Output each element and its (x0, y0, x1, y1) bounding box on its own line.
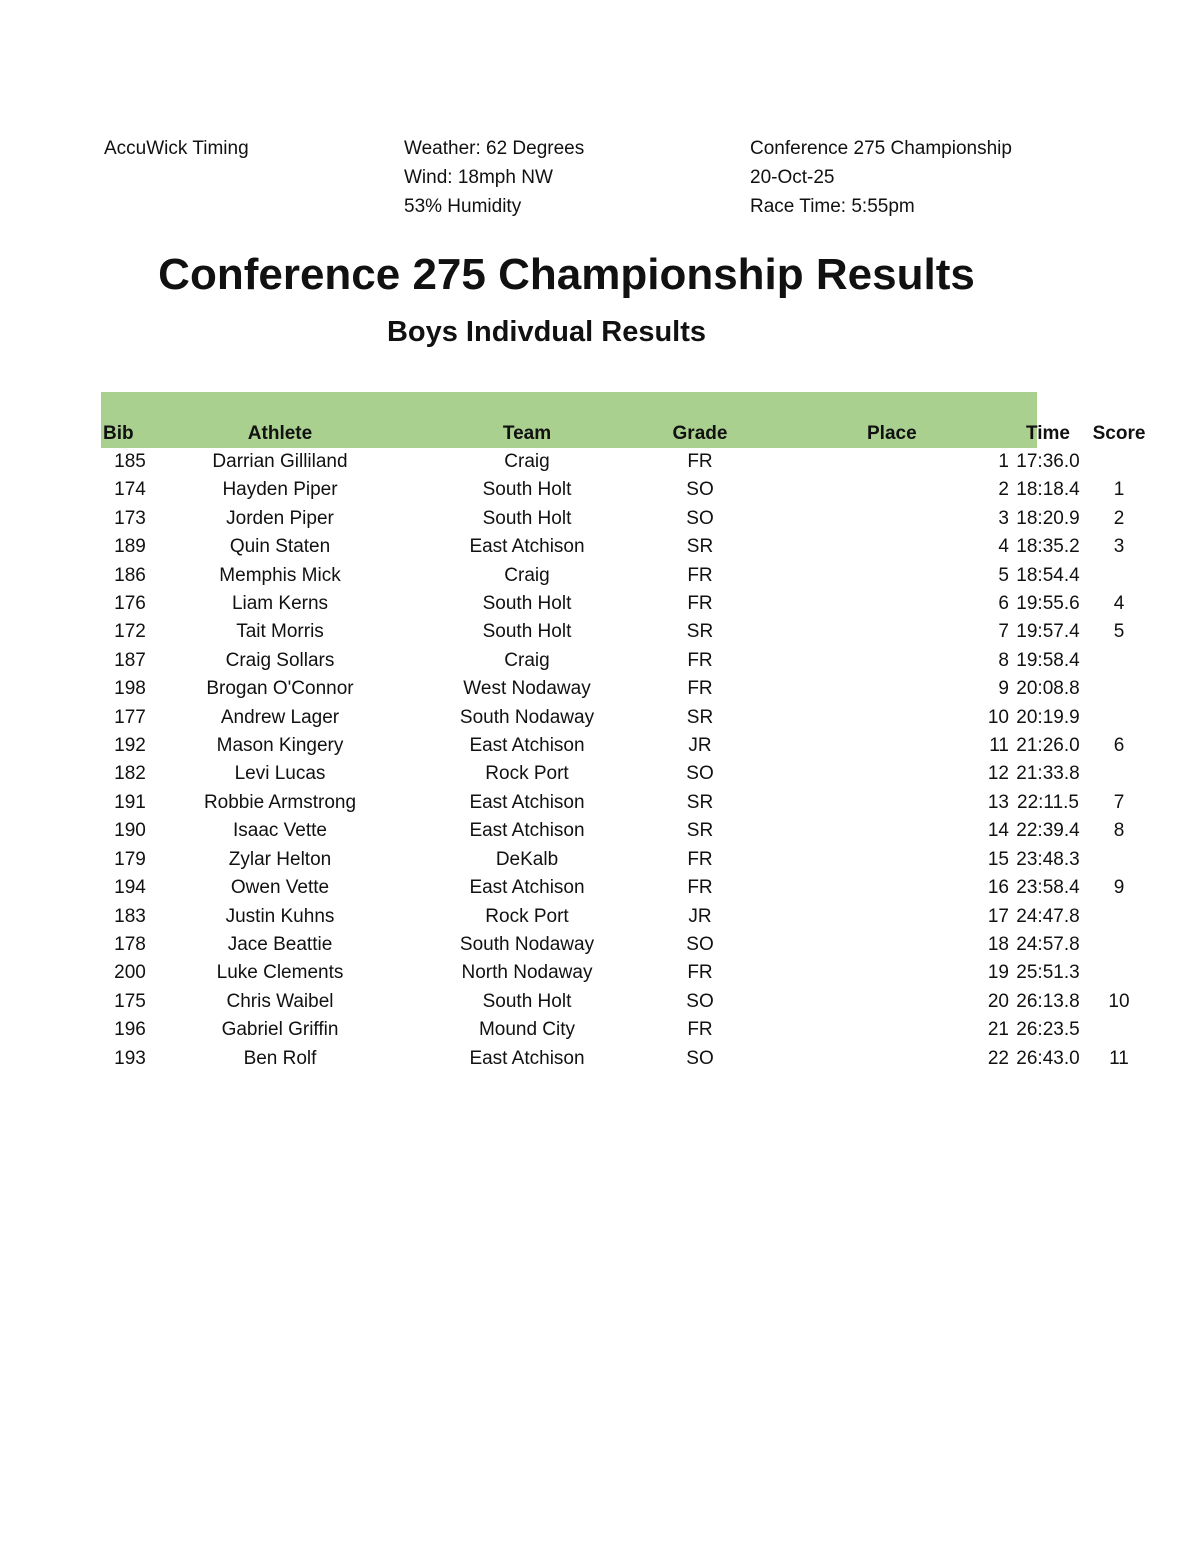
bib-cell: 196 (114, 1019, 146, 1041)
team-cell: South Holt (482, 990, 572, 1012)
place-cell: 2 (998, 479, 1009, 501)
place-cell: 3 (998, 507, 1009, 529)
time-cell: 24:57.8 (1016, 933, 1080, 955)
grade-cell: SO (686, 763, 714, 785)
place-cell: 1 (998, 451, 1009, 472)
grade-cell: FR (687, 1019, 713, 1041)
athlete-cell: Memphis Mick (219, 564, 341, 586)
athlete-cell: Tait Morris (236, 621, 324, 643)
table-row (101, 988, 1155, 1016)
column-header-score: Score (1092, 423, 1146, 444)
team-cell: East Atchison (469, 791, 585, 813)
score-cell: 10 (1108, 990, 1130, 1012)
time-cell: 18:20.9 (1016, 507, 1080, 529)
score-cell (1083, 647, 1155, 675)
grade-cell: FR (687, 962, 713, 984)
score-cell (1083, 846, 1155, 874)
event-date: 20-Oct-25 (750, 167, 835, 188)
place-cell: 15 (987, 848, 1009, 870)
team-cell: DeKalb (495, 848, 559, 870)
time-cell: 18:35.2 (1016, 536, 1080, 558)
table-row (101, 760, 1155, 788)
athlete-cell: Justin Kuhns (225, 905, 335, 927)
team-cell: Mound City (478, 1019, 576, 1041)
athlete-cell: Owen Vette (230, 877, 330, 899)
time-cell: 24:47.8 (1016, 905, 1080, 927)
time-cell: 17:36.0 (1016, 451, 1080, 472)
team-cell: North Nodaway (461, 962, 593, 984)
score-cell: 9 (1113, 877, 1125, 899)
column-header-bib: Bib (103, 423, 134, 444)
bib-cell: 192 (114, 735, 146, 757)
bib-cell: 190 (114, 820, 146, 842)
weather-temperature: Weather: 62 Degrees (404, 138, 585, 159)
table-header-row (101, 420, 1155, 448)
athlete-cell: Luke Clements (216, 962, 344, 984)
table-row (101, 931, 1155, 959)
grade-cell: SO (686, 933, 714, 955)
grade-cell: SR (686, 791, 714, 813)
team-cell: South Holt (482, 507, 572, 529)
grade-cell: SR (686, 621, 714, 643)
weather-humidity: 53% Humidity (404, 196, 522, 217)
grade-cell: SO (686, 507, 714, 529)
score-cell: 7 (1113, 791, 1125, 813)
score-cell (1083, 448, 1155, 476)
time-cell: 26:13.8 (1016, 990, 1080, 1012)
athlete-cell: Zylar Helton (228, 848, 332, 870)
grade-cell: FR (687, 877, 713, 899)
place-cell: 11 (989, 735, 1009, 757)
team-cell: South Nodaway (459, 933, 595, 955)
place-cell: 19 (987, 962, 1009, 984)
time-cell: 26:23.5 (1016, 1019, 1080, 1041)
grade-cell: SO (686, 990, 714, 1012)
table-row (101, 732, 1155, 760)
athlete-cell: Chris Waibel (226, 990, 334, 1012)
team-cell: Craig (504, 564, 550, 586)
score-cell: 1 (1113, 479, 1125, 501)
grade-cell: SO (686, 479, 714, 501)
time-cell: 20:08.8 (1016, 678, 1080, 700)
race-time: Race Time: 5:55pm (750, 196, 915, 217)
table-row (101, 1045, 1155, 1073)
event-name: Conference 275 Championship (750, 138, 1012, 159)
place-cell: 4 (998, 536, 1009, 558)
place-cell: 9 (998, 678, 1009, 700)
timing-company: AccuWick Timing (104, 138, 249, 159)
page-title: Conference 275 Championship Results (158, 250, 975, 299)
place-cell: 18 (987, 933, 1009, 955)
score-cell (1083, 760, 1155, 788)
table-row (101, 505, 1155, 533)
time-cell: 26:43.0 (1016, 1047, 1080, 1069)
score-cell (1083, 931, 1155, 959)
bib-cell: 200 (114, 962, 146, 984)
score-cell: 4 (1113, 593, 1125, 615)
team-cell: West Nodaway (463, 678, 591, 700)
grade-cell: FR (687, 593, 713, 615)
athlete-cell: Brogan O'Connor (206, 678, 354, 700)
time-cell: 19:58.4 (1016, 649, 1080, 671)
grade-cell: FR (687, 649, 713, 671)
column-header-place: Place (867, 423, 917, 444)
table-row (101, 476, 1155, 504)
athlete-cell: Jace Beattie (227, 933, 333, 955)
bib-cell: 189 (114, 536, 146, 558)
grade-cell: JR (688, 735, 712, 757)
score-cell (1083, 704, 1155, 732)
team-cell: Rock Port (485, 905, 569, 927)
place-cell: 5 (998, 564, 1009, 586)
time-cell: 25:51.3 (1016, 962, 1080, 984)
time-cell: 18:18.4 (1016, 479, 1080, 501)
table-row (101, 448, 1155, 476)
column-header-grade: Grade (672, 423, 728, 444)
score-cell (1083, 562, 1155, 590)
place-cell: 14 (987, 820, 1009, 842)
team-cell: South Holt (482, 621, 572, 643)
table-row (101, 1016, 1155, 1044)
score-cell: 3 (1113, 536, 1125, 558)
team-cell: South Nodaway (459, 706, 595, 728)
athlete-cell: Hayden Piper (222, 479, 338, 501)
grade-cell: FR (687, 564, 713, 586)
score-cell: 11 (1109, 1047, 1129, 1069)
place-cell: 6 (998, 593, 1009, 615)
grade-cell: FR (687, 848, 713, 870)
athlete-cell: Mason Kingery (216, 735, 344, 757)
bib-cell: 174 (114, 479, 146, 501)
athlete-cell: Liam Kerns (231, 593, 329, 615)
page-subtitle: Boys Indivdual Results (386, 316, 707, 348)
team-cell: Rock Port (485, 763, 569, 785)
bib-cell: 186 (114, 564, 146, 586)
header-left-block (104, 134, 249, 163)
table-row (101, 590, 1155, 618)
bib-cell: 182 (114, 763, 146, 785)
time-cell: 23:58.4 (1016, 877, 1080, 899)
place-cell: 7 (998, 621, 1009, 643)
team-cell: South Holt (482, 479, 572, 501)
grade-cell: FR (687, 678, 713, 700)
time-cell: 19:55.6 (1016, 593, 1080, 615)
table-row (101, 704, 1155, 732)
bib-cell: 172 (114, 621, 146, 643)
time-cell: 22:39.4 (1016, 820, 1080, 842)
column-header-athlete: Athlete (247, 423, 313, 444)
athlete-cell: Isaac Vette (232, 820, 327, 842)
team-cell: Craig (504, 649, 550, 671)
place-cell: 13 (987, 791, 1009, 813)
team-cell: East Atchison (469, 735, 585, 757)
column-header-time: Time (1025, 423, 1070, 444)
bib-cell: 193 (114, 1047, 146, 1069)
bib-cell: 179 (114, 848, 146, 870)
weather-wind: Wind: 18mph NW (404, 167, 553, 188)
time-cell: 20:19.9 (1016, 706, 1080, 728)
score-cell: 2 (1113, 507, 1125, 529)
bib-cell: 198 (114, 678, 146, 700)
table-row (101, 618, 1155, 646)
table-row (101, 647, 1155, 675)
athlete-cell: Craig Sollars (225, 649, 335, 671)
bib-cell: 194 (114, 877, 146, 899)
table-row (101, 846, 1155, 874)
time-cell: 19:57.4 (1016, 621, 1080, 643)
results-table (101, 420, 1155, 1073)
table-row (101, 562, 1155, 590)
grade-cell: SR (686, 706, 714, 728)
place-cell: 10 (987, 706, 1009, 728)
header-weather-block (404, 134, 584, 221)
score-cell: 8 (1113, 820, 1125, 842)
grade-cell: SR (686, 820, 714, 842)
score-cell (1083, 675, 1155, 703)
place-cell: 16 (987, 877, 1009, 899)
bib-cell: 178 (114, 933, 146, 955)
time-cell: 22:11.5 (1017, 791, 1079, 813)
bib-cell: 176 (114, 593, 146, 615)
place-cell: 8 (998, 649, 1009, 671)
bib-cell: 175 (114, 990, 146, 1012)
grade-cell: JR (688, 905, 712, 927)
athlete-cell: Jorden Piper (226, 507, 334, 529)
table-row (101, 903, 1155, 931)
team-cell: East Atchison (469, 1047, 585, 1069)
grade-cell: FR (687, 451, 713, 472)
bib-cell: 183 (114, 905, 146, 927)
bib-cell: 187 (114, 649, 146, 671)
team-cell: South Holt (482, 593, 572, 615)
score-cell (1083, 903, 1155, 931)
place-cell: 21 (987, 1019, 1009, 1041)
score-cell (1083, 1016, 1155, 1044)
place-cell: 12 (987, 763, 1009, 785)
team-cell: East Atchison (469, 820, 585, 842)
place-cell: 17 (987, 905, 1009, 927)
team-cell: Craig (504, 451, 550, 472)
time-cell: 21:33.8 (1016, 763, 1080, 785)
column-header-team: Team (502, 423, 552, 444)
table-row (101, 874, 1155, 902)
table-row (101, 533, 1155, 561)
score-cell: 5 (1113, 621, 1125, 643)
header-event-block (750, 134, 1012, 221)
grade-cell: SO (686, 1047, 714, 1069)
bib-cell: 177 (114, 706, 146, 728)
team-cell: East Atchison (469, 536, 585, 558)
score-cell: 6 (1113, 735, 1125, 757)
athlete-cell: Gabriel Griffin (221, 1019, 339, 1041)
bib-cell: 191 (114, 791, 146, 813)
team-cell: East Atchison (469, 877, 585, 899)
athlete-cell: Quin Staten (229, 536, 331, 558)
time-cell: 23:48.3 (1016, 848, 1080, 870)
grade-cell: SR (686, 536, 714, 558)
time-cell: 18:54.4 (1016, 564, 1080, 586)
table-row (101, 675, 1155, 703)
athlete-cell: Levi Lucas (234, 763, 326, 785)
place-cell: 22 (987, 1047, 1009, 1069)
athlete-cell: Darrian Gilliland (212, 451, 348, 472)
bib-cell: 173 (114, 507, 146, 529)
table-row (101, 789, 1155, 817)
score-cell (1083, 959, 1155, 987)
table-row (101, 817, 1155, 845)
athlete-cell: Robbie Armstrong (203, 791, 357, 813)
athlete-cell: Andrew Lager (220, 706, 340, 728)
bib-cell: 185 (114, 451, 146, 472)
place-cell: 20 (987, 990, 1009, 1012)
athlete-cell: Ben Rolf (243, 1047, 317, 1069)
results-table-body (101, 448, 1155, 1073)
time-cell: 21:26.0 (1016, 735, 1080, 757)
table-row (101, 959, 1155, 987)
